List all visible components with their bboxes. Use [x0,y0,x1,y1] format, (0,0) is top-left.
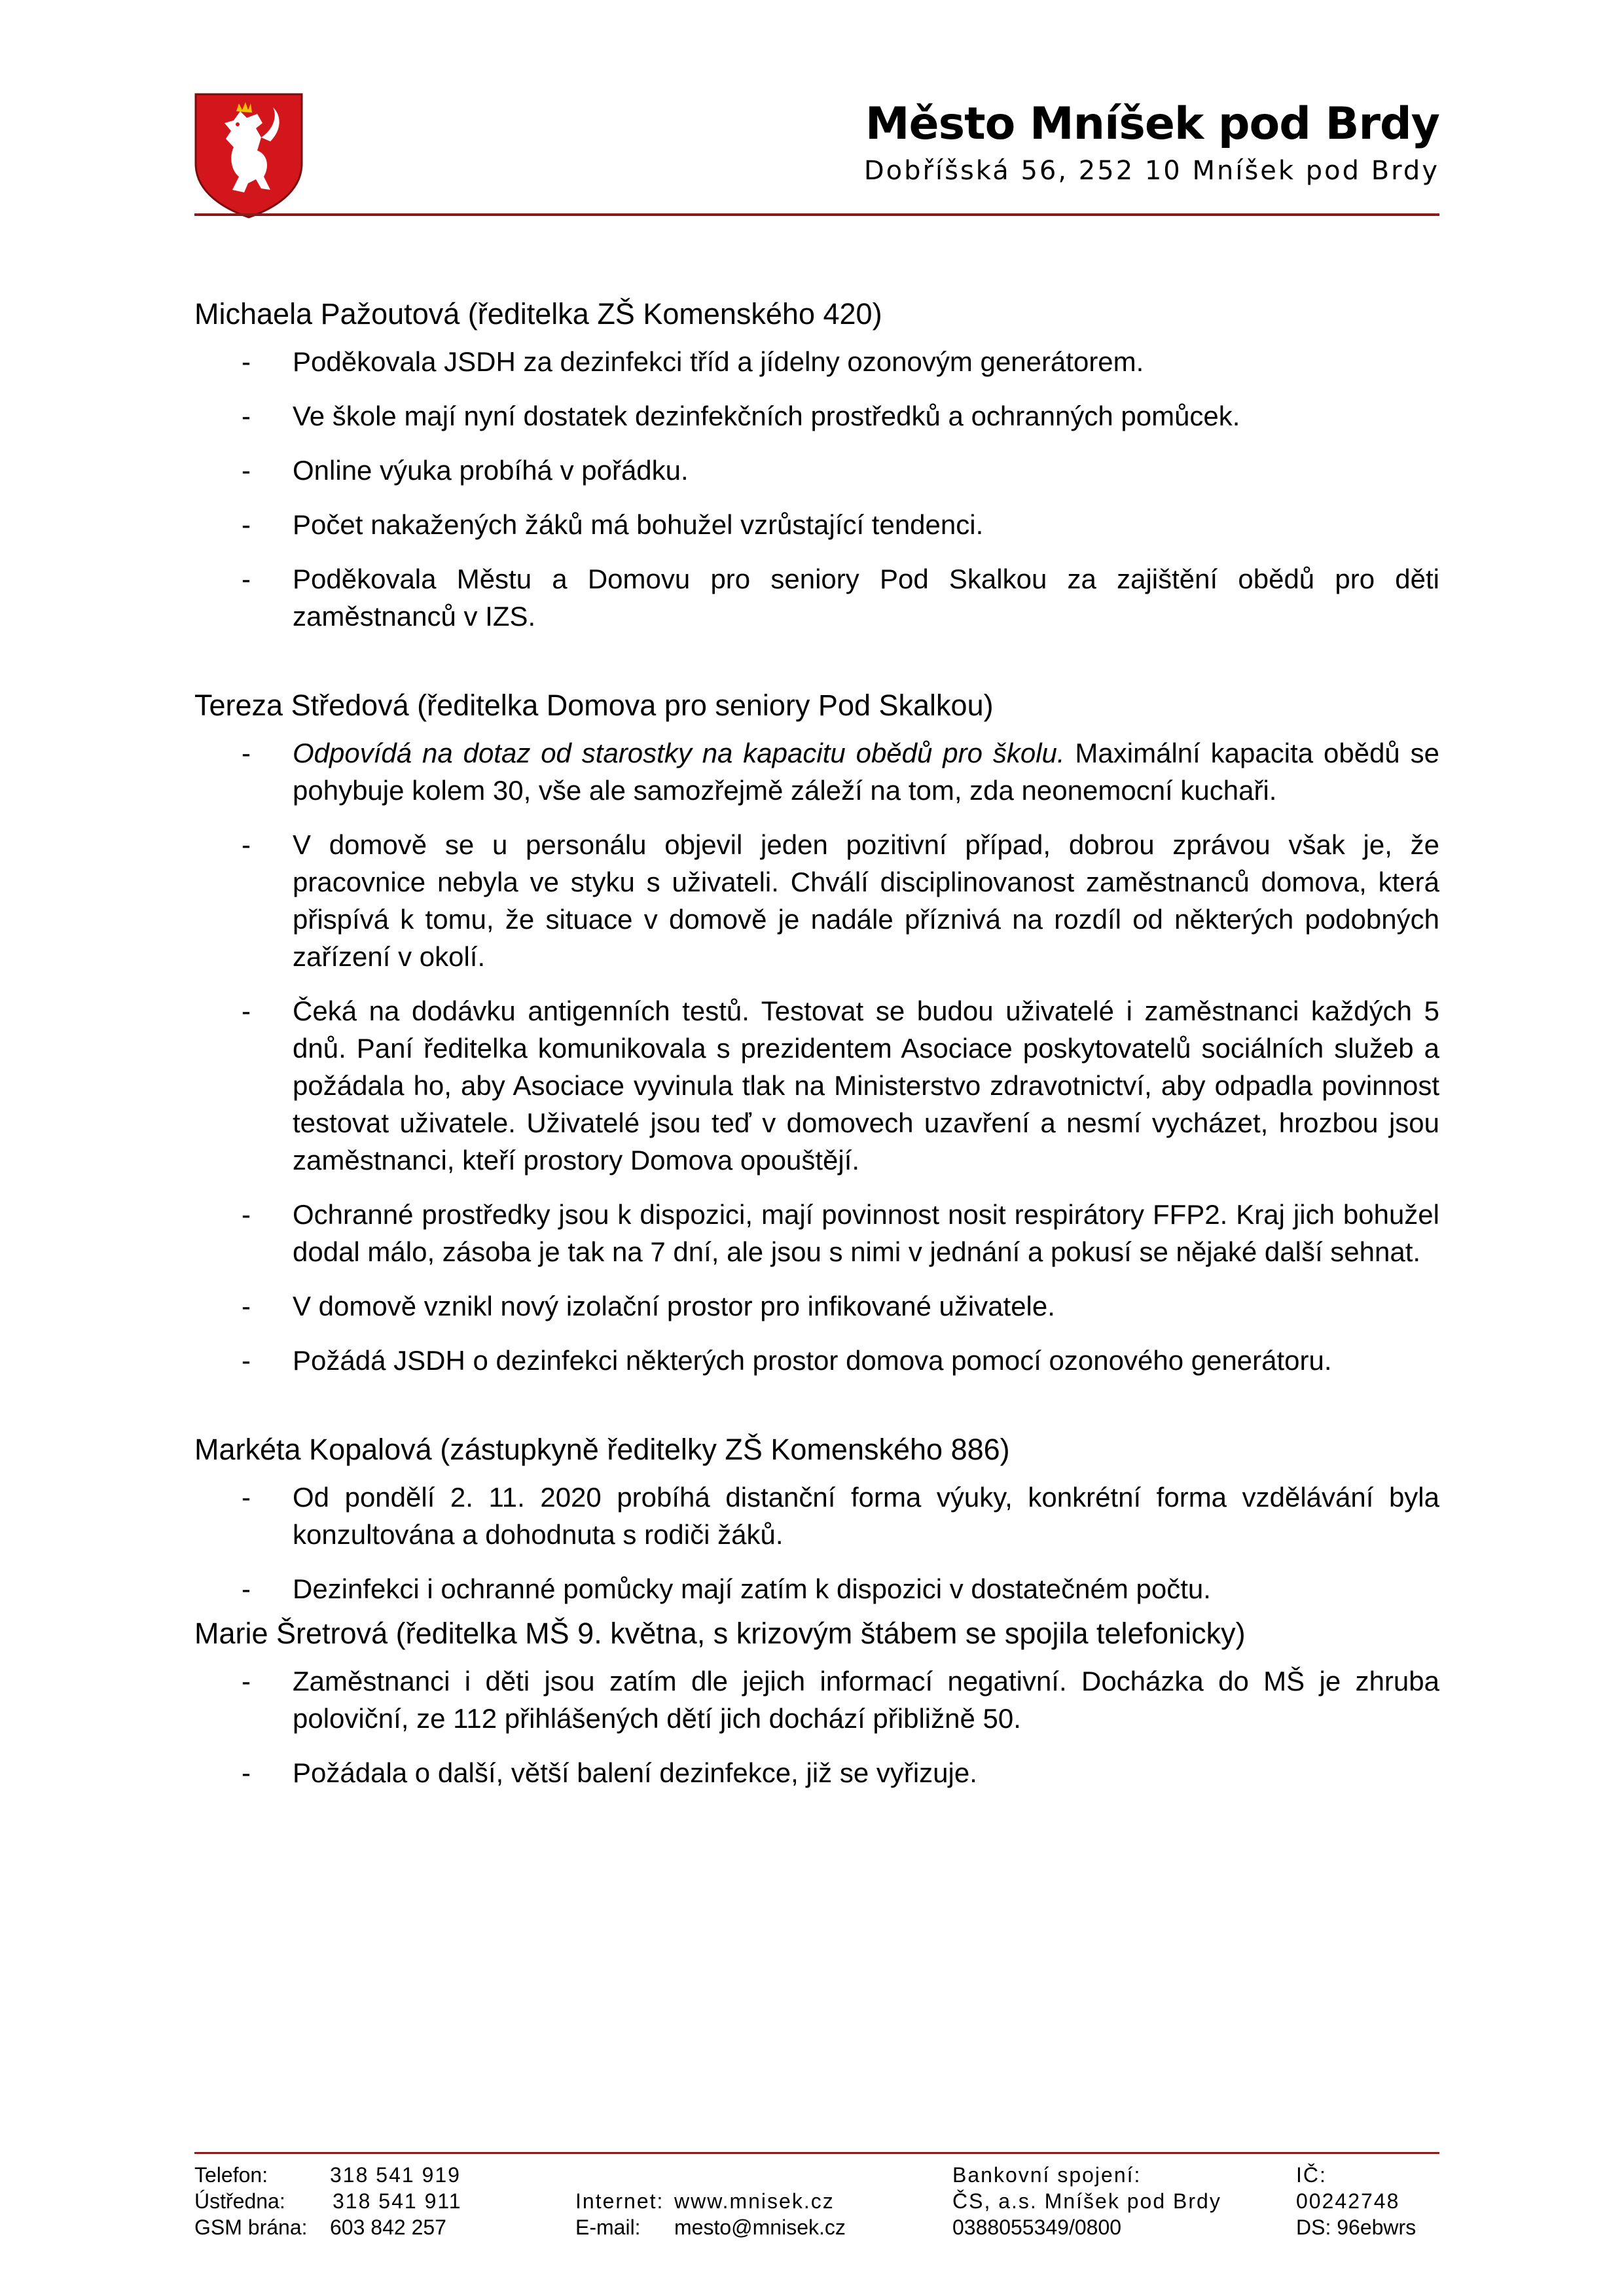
list-item: - Čeká na dodávku antigenních testů. Testovat se budou uživatelé i zaměstnanci každých 5 dnů. Paní ředitelka komunikovala s prezidentem Asociace poskytovatelů sociálních služeb a požádala ho, aby Asociace vyvinula tlak na Ministerstvo zdravotnictví, aby odpadla povinnost testovat uživatele. Uživatelé jsou teď v domovech uzavření a nesmí vycházet, hrozbou jsou zaměstnanci, kteří prostory Domova opouštějí. [194,992,1439,1179]
bullet-list [194,343,1439,635]
phone-label: Telefon: [194,2163,268,2187]
section-title: Markéta Kopalová (zástupkyně ředitelky ZŠ Komenského 886) [194,1433,1010,1466]
footer-contact-labels [575,2188,664,2240]
email-link[interactable]: mesto@mnisek.cz [674,2215,846,2239]
footer-ids [1296,2162,1416,2240]
list-item [194,734,1439,809]
bullet-list [194,1479,1439,1607]
city-address: Dobříšská 56, 252 10 Mníšek pod Brdy [863,156,1439,186]
footer-bank [952,2162,1221,2240]
list-item: - Počet nakažených žáků má bohužel vzrůstající tendenci. [194,506,1439,543]
list-item-italic: Odpovídá na dotaz od starostky na kapacitu obědů pro školu. [293,738,1065,768]
footer [194,2162,1439,2240]
footer-labels [194,2162,308,2240]
bullet-list [194,1662,1439,1791]
list-item: - V domově se u personálu objevil jeden pozitivní případ, dobrou zprávou však je, že pracovnice nebyla ve styku s uživateli. Chválí disciplinovanost zaměstnanců domova, která přispívá k tomu, že situace v domově je nadále příznivá na rozdíl od některých podobných zařízení v okolí. [194,826,1439,975]
coat-of-arms-icon [193,92,304,219]
section-title: Marie Šretrová (ředitelka MŠ 9. května, s krizovým štábem se spojila telefonicky) [194,1617,1246,1650]
list-item: - Poděkovala Městu a Domovu pro seniory Pod Skalkou za zajištění obědů pro děti zaměstnanců v IZS. [194,560,1439,635]
office-value: 318 541 911 [333,2189,462,2213]
list-item: - Dezinfekci i ochranné pomůcky mají zatím k dispozici v dostatečném počtu. [194,1570,1439,1607]
list-item: - Online výuka probíhá v pořádku. [194,452,1439,489]
bank-label: Bankovní spojení: [952,2163,1142,2187]
internet-label: Internet: [575,2189,664,2213]
list-item: - Poděkovala JSDH za dezinfekci tříd a jídelny ozonovým generátorem. [194,343,1439,380]
section-pazoutova [194,295,1439,635]
phone-value: 318 541 919 [330,2163,461,2187]
email-label: E-mail: [575,2215,641,2239]
section-stredova [194,686,1439,1379]
bullet-list [194,734,1439,1379]
header-divider [194,213,1439,216]
list-item: - V domově vznikl nový izolační prostor pro infikované uživatele. [194,1287,1439,1325]
section-title: Tereza Středová (ředitelka Domova pro seniory Pod Skalkou) [194,689,994,722]
bank-name: ČS, a.s. Mníšek pod Brdy [952,2189,1221,2213]
bank-account: 0388055349/0800 [952,2215,1122,2239]
section-kopalova [194,1430,1439,1607]
list-item-text: Maximální kapacita obědů se pohybuje kolem 30, vše ale samozřejmě záleží na tom, zda neonemocní kuchaři. [293,738,1440,806]
section-title: Michaela Pažoutová (ředitelka ZŠ Komenského 420) [194,297,882,331]
gsm-label: GSM brána: [194,2215,308,2239]
ds-value: DS: 96ebwrs [1296,2215,1416,2239]
ic-value: 00242748 [1296,2189,1400,2213]
document-body [194,295,1439,1808]
city-name: Město Mníšek pod Brdy [865,98,1439,150]
footer-contact-values [674,2188,846,2240]
list-item: - Ochranné prostředky jsou k dispozici, mají povinnost nosit respirátory FFP2. Kraj jich bohužel dodal málo, zásoba je tak na 7 dní, ale jsou s nimi v jednání a pokusí se nějaké další sehnat. [194,1196,1439,1270]
gsm-value: 603 842 257 [330,2215,446,2239]
list-item: - Požádá JSDH o dezinfekci některých prostor domova pomocí ozonového generátoru. [194,1342,1439,1379]
list-item: - Zaměstnanci i děti jsou zatím dle jejich informací negativní. Docházka do MŠ je zhruba poloviční, ze 112 přihlášených dětí jich dochází přibližně 50. [194,1662,1439,1737]
footer-phones [330,2162,462,2240]
internet-link[interactable]: www.mnisek.cz [674,2189,835,2213]
footer-divider [194,2152,1439,2154]
list-item: - Ve škole mají nyní dostatek dezinfekčních prostředků a ochranných pomůcek. [194,397,1439,435]
office-label: Ústředna: [194,2189,285,2213]
list-item: - Požádala o další, větší balení dezinfekce, již se vyřizuje. [194,1754,1439,1791]
ic-label: IČ: [1296,2163,1327,2187]
list-item: - Od pondělí 2. 11. 2020 probíhá distanční forma výuky, konkrétní forma vzdělávání byla konzultována a dohodnuta s rodiči žáků. [194,1479,1439,1553]
section-sretrova [194,1614,1439,1791]
